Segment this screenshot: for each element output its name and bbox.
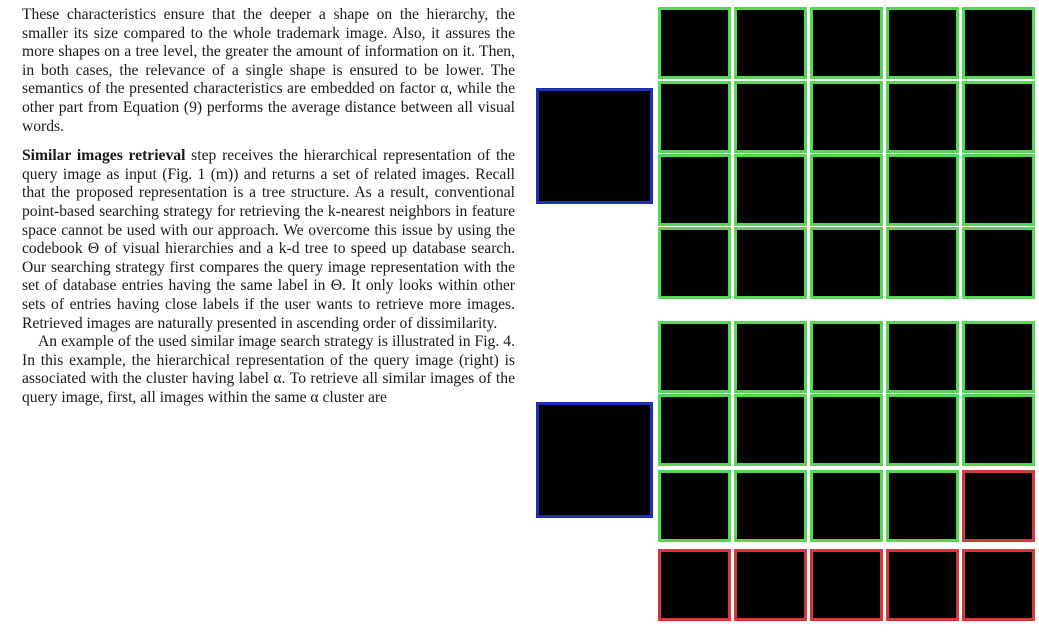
result-tile-butterfly: [964, 551, 1034, 620]
result-tile-apple: [660, 229, 730, 298]
paragraph-similar-retrieval: [22, 147, 515, 333]
result-tile-butterfly: [888, 396, 958, 465]
result-tile-butterfly: [812, 396, 882, 465]
result-tile-apple: [812, 9, 882, 78]
result-tile-butterfly: [812, 472, 882, 541]
result-tile-apple: [888, 229, 958, 298]
result-tile-apple: [812, 83, 882, 152]
result-tile-apple: [964, 83, 1034, 152]
result-tile-apple: [812, 229, 882, 298]
result-tile-apple: [660, 83, 730, 152]
result-tile-apple: [888, 83, 958, 152]
result-tile-butterfly: [660, 396, 730, 465]
result-tile-apple: [964, 156, 1034, 225]
retrieval-figure: [530, 0, 1039, 639]
result-tile-apple: [812, 156, 882, 225]
result-tile-apple: [888, 9, 958, 78]
result-tile-butterfly: [736, 551, 806, 620]
result-tile-butterfly: [660, 551, 730, 620]
result-tile-butterfly: [888, 323, 958, 392]
paragraph-search-example: An example of the used similar image search strategy is illustrated in Fig. 4. In this example, the hierarchical representation of the query image (right) is associated with the cluster having label α. To retrieve all similar images of the query image, first, all images within the same α cluster are: [22, 333, 515, 406]
result-tile-butterfly: [736, 396, 806, 465]
body-text-column: [22, 6, 515, 407]
paragraph-lead-heading: Similar images retrieval: [22, 147, 186, 165]
result-tile-apple: [736, 83, 806, 152]
result-tile-butterfly: [736, 323, 806, 392]
result-tile-butterfly: [812, 551, 882, 620]
result-tile-apple: [964, 9, 1034, 78]
result-tile-apple: [888, 156, 958, 225]
paragraph-characteristics: These characteristics ensure that the deeper a shape on the hierarchy, the smaller its size compared to the whole trademark image. Also, it assures the more shapes on a tree level, the greater the amount of information on it. Then, in both cases, the relevance of a single shape is ensured to be lower. The semantics of the presented characteristics are embedded on factor α, while the other part from Equation (9) performs the average distance between all visual words.: [22, 6, 515, 135]
result-tile-butterfly: [812, 323, 882, 392]
paragraph-body: step receives the hierarchical representation of the query image as input (Fig. 1 (m)) and returns a set of related images. Recall that the proposed representation is a tree structure. As a result, conventional point-based searching strategy for retrieving the k-nearest neighbors in feature space cannot be used with our approach. We overcome this issue by using the codebook Θ of visual hierarchies and a k-d tree to speed up database search. Our searching strategy first compares the query image representation with the set of database entries having the same label in Θ. It only looks within other sets of entries having close labels if the user wants to retrieve more images. Retrieved images are naturally presented in ascending order of dissimilarity.: [22, 147, 516, 332]
query-image-apple: [538, 90, 652, 203]
result-tile-butterfly: [660, 472, 730, 541]
result-tile-apple: [660, 156, 730, 225]
result-tile-butterfly: [660, 323, 730, 392]
result-tile-apple: [660, 9, 730, 78]
result-tile-butterfly: [964, 396, 1034, 465]
retrieval-figure-svg: [530, 0, 1039, 639]
result-tile-butterfly: [964, 323, 1034, 392]
result-tile-apple: [736, 156, 806, 225]
result-tile-butterfly: [964, 472, 1034, 541]
result-tile-apple: [736, 229, 806, 298]
result-tile-butterfly: [888, 472, 958, 541]
result-tile-apple: [736, 9, 806, 78]
result-tile-butterfly: [736, 472, 806, 541]
query-image-butterfly: [538, 404, 652, 517]
result-tile-apple: [964, 229, 1034, 298]
result-tile-butterfly: [888, 551, 958, 620]
